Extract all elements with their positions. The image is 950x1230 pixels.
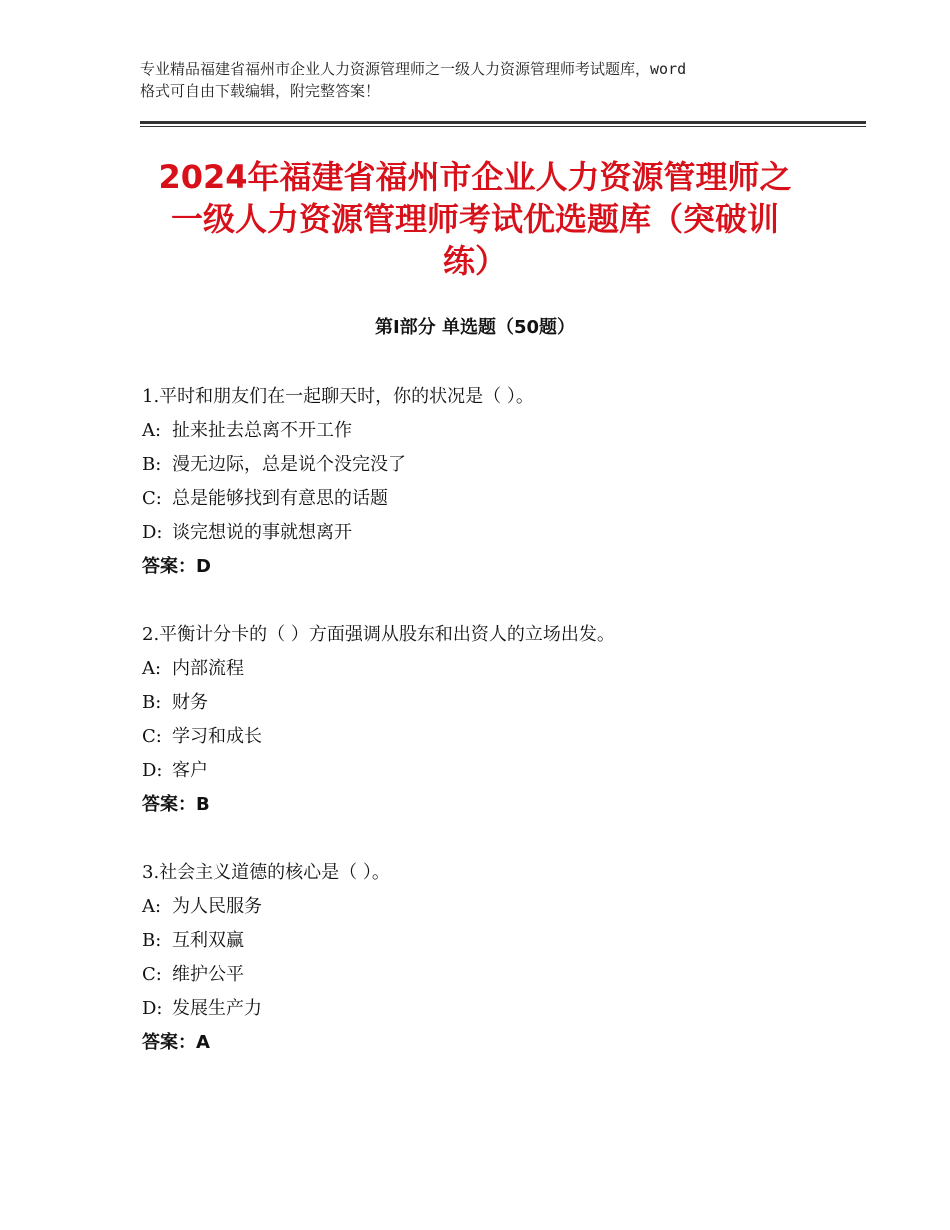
option-text: 为人民服务 [172, 896, 262, 917]
question-1 [142, 380, 842, 584]
title-line-3: 练） [442, 242, 507, 280]
option-key: A: [142, 420, 162, 441]
option-text: 互利双赢 [172, 930, 244, 951]
option-b [142, 924, 842, 958]
option-key: D: [142, 522, 163, 543]
answer-label: 答案：A [142, 1032, 210, 1053]
option-text: 总是能够找到有意思的话题 [172, 488, 388, 509]
option-b [142, 686, 842, 720]
option-key: C: [142, 726, 162, 747]
title-line-1: 2024年福建省福州市企业人力资源管理师之 [158, 158, 792, 196]
option-d [142, 992, 842, 1026]
option-text: 财务 [172, 692, 208, 713]
header-rule-thin [140, 126, 866, 127]
option-key: C: [142, 488, 162, 509]
option-a [142, 414, 842, 448]
header-note-line-2: 格式可自由下载编辑，附完整答案！ [140, 82, 381, 100]
answer-label: 答案：D [142, 556, 211, 577]
section-heading: 第Ⅰ部分 单选题（50题） [374, 317, 575, 338]
header-note [140, 58, 830, 102]
option-d [142, 754, 842, 788]
option-key: B: [142, 930, 162, 951]
option-text: 发展生产力 [172, 998, 262, 1019]
question-stem: 2.平衡计分卡的（ ）方面强调从股东和出资人的立场出发。 [142, 624, 615, 645]
option-a [142, 890, 842, 924]
option-key: B: [142, 692, 162, 713]
option-c [142, 958, 842, 992]
option-d [142, 516, 842, 550]
question-2 [142, 618, 842, 822]
option-c [142, 482, 842, 516]
header-note-line-1: 专业精品福建省福州市企业人力资源管理师之一级人力资源管理师考试题库，word [140, 60, 687, 78]
question-stem: 3.社会主义道德的核心是（ ）。 [142, 862, 390, 883]
title-line-2: 一级人力资源管理师考试优选题库（突破训 [170, 200, 779, 238]
option-text: 谈完想说的事就想离开 [172, 522, 352, 543]
option-c [142, 720, 842, 754]
option-text: 维护公平 [172, 964, 244, 985]
option-key: A: [142, 896, 162, 917]
question-list [142, 380, 842, 1094]
answer-label: 答案：B [142, 794, 210, 815]
document-title [130, 156, 820, 282]
option-text: 漫无边际，总是说个没完没了 [172, 454, 406, 475]
question-stem: 1.平时和朋友们在一起聊天时，你的状况是（ ）。 [142, 386, 534, 407]
option-text: 客户 [172, 760, 208, 781]
question-3 [142, 856, 842, 1060]
header-rule-thick [140, 121, 866, 124]
option-b [142, 448, 842, 482]
option-key: B: [142, 454, 162, 475]
option-text: 内部流程 [172, 658, 244, 679]
option-key: D: [142, 760, 163, 781]
option-text: 扯来扯去总离不开工作 [172, 420, 352, 441]
option-a [142, 652, 842, 686]
option-key: C: [142, 964, 162, 985]
option-key: D: [142, 998, 163, 1019]
option-text: 学习和成长 [172, 726, 262, 747]
option-key: A: [142, 658, 162, 679]
